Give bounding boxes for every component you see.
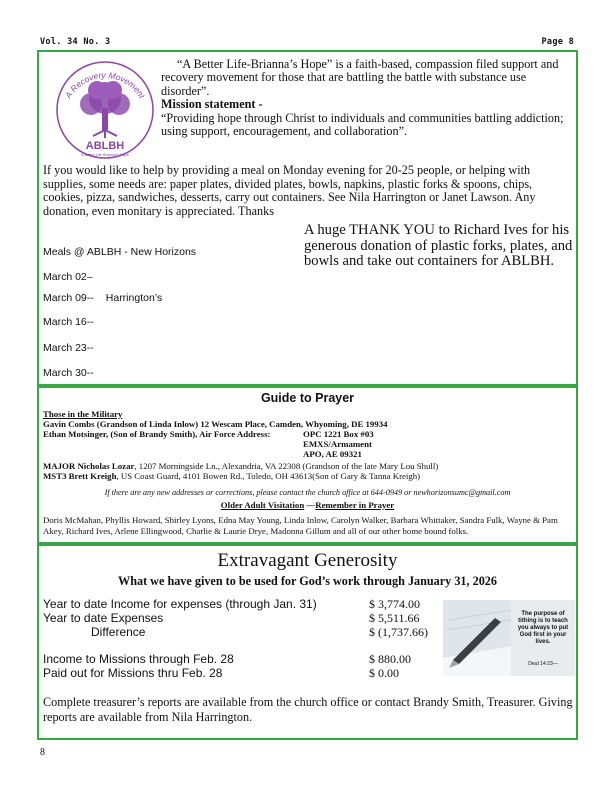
military-name: MAJOR Nicholas Lozar bbox=[43, 461, 135, 471]
page-label: Page 8 bbox=[541, 37, 574, 47]
prayer-note: If there are any new addresses or corrections, please contact the church office at 644-0949 or newhorizonsumc@gmail.com bbox=[104, 488, 511, 497]
page-number: 8 bbox=[40, 747, 45, 758]
military-name: MST3 Brett Kreigh bbox=[43, 471, 117, 481]
meal-date: March 16-- bbox=[43, 316, 94, 328]
meal-host: Harrington’s bbox=[105, 292, 163, 304]
prayer-section bbox=[37, 386, 578, 544]
visitation-heading bbox=[39, 500, 576, 510]
tithe-text: The purpose of tithing is to teach you always to put God first in your lives. bbox=[517, 611, 569, 645]
help-paragraph: If you would like to help by providing a meal on Monday evening for 20-25 people, or helping with supplies, some needs are: paper plates, divided plates, bowls, napkins, plastic forks & spoons, chips, cookies, pizza, sandwiches, desserts, carry out containers. See Nila Harrington or Janet Lawson. Any donation, even monitary is appreciated. Thanks bbox=[43, 163, 536, 218]
help-text bbox=[43, 164, 575, 218]
logo-tagline: A Better Life Brianna's Hope bbox=[81, 153, 129, 157]
visitation-label: Older Adult Visitation bbox=[220, 500, 305, 510]
ablbh-logo bbox=[53, 58, 157, 162]
prayer-names: Doris McMahan, Phyllis Howard, Shirley Lyons, Edna May Young, Linda Inlow, Carolyn Walker, Barbara Whittaker, Sandra Fulk, Wayne & Pam Akey, Richard Ives, Arlene Ellingwood, Charlie & Laurie Drye, Madonna Gillum and all of our other home bound folks. bbox=[43, 515, 558, 536]
meal-row bbox=[43, 367, 94, 379]
intro-text bbox=[161, 58, 571, 138]
meal-date: March 30-- bbox=[43, 367, 94, 379]
generosity-footer: Complete treasurer’s reports are available from the church office or contact Brandy Smith, Treasurer. Giving reports are available from Nila Harrington. bbox=[43, 695, 573, 724]
finance-label: Income to Missions through Feb. 28 bbox=[43, 652, 234, 666]
meal-row bbox=[43, 292, 162, 304]
finance-label: Year to date Expenses bbox=[43, 611, 164, 625]
finance-amount: $ 0.00 bbox=[369, 666, 399, 680]
tithe-image bbox=[443, 600, 575, 676]
generosity-section bbox=[37, 544, 578, 740]
pen-icon bbox=[443, 600, 511, 676]
intro-paragraph: “A Better Life-Brianna’s Hope” is a faith-based, compassion filed support and recovery movement for those that are battling the battle with substance use disorder”. bbox=[161, 57, 559, 98]
military-line: Ethan Motsinger, (Son of Brandy Smith), Air Force Address: bbox=[43, 429, 271, 439]
meals-title: Meals @ ABLBH - New Horizons bbox=[43, 246, 197, 258]
logo-arc-text: A Recovery Movement bbox=[62, 69, 148, 100]
thanks-note: A huge THANK YOU to Richard Ives for his generous donation of plastic forks, plates, and bowls and take out containers for ABLBH. bbox=[304, 222, 573, 270]
tithe-reference: Deut 14:23— bbox=[528, 661, 558, 667]
volume-label: Vol. 34 No. 3 bbox=[40, 37, 111, 47]
military-line bbox=[43, 461, 438, 471]
mission-label: Mission statement - bbox=[161, 97, 263, 112]
finance-label: Difference bbox=[91, 625, 146, 639]
military-line bbox=[43, 471, 420, 481]
prayer-title: Guide to Prayer bbox=[260, 391, 355, 405]
apo-line: APO, AE 09321 bbox=[303, 449, 362, 459]
military-address: , 1207 Morningside Ln., Alexandria, VA 22308 (Grandson of the late Mary Lou Shull) bbox=[134, 461, 439, 471]
meal-date: March 09-- bbox=[43, 292, 94, 304]
finance-amount: $ 880.00 bbox=[369, 652, 411, 666]
apo-line: OPC 1221 Box #03 bbox=[303, 429, 374, 439]
visitation-separator: — bbox=[304, 500, 316, 510]
meal-date: March 02– bbox=[43, 271, 93, 283]
generosity-subtitle: What we have given to be used for God’s work through January 31, 2026 bbox=[118, 574, 497, 588]
finance-amount: $ 5,511.66 bbox=[369, 611, 420, 625]
military-address: , US Coast Guard, 4101 Bowen Rd., Toledo, OH 43613(Son of Gary & Tanna Kreigh) bbox=[116, 471, 421, 481]
meal-row bbox=[43, 342, 94, 354]
apo-line: EMXS/Armament bbox=[303, 439, 372, 449]
logo-letters: ABLBH bbox=[85, 140, 125, 152]
generosity-title: Extravagant Generosity bbox=[217, 550, 398, 571]
finance-amount: $ (1,737.66) bbox=[369, 625, 428, 639]
military-line: Gavin Combs (Grandson of Linda Inlow) 12 Wescam Place, Camden, Whyoming, DE 19934 bbox=[43, 419, 388, 429]
military-heading: Those in the Military bbox=[43, 409, 123, 419]
finance-label: Year to date Income for expenses (through Jan. 31) bbox=[43, 597, 317, 611]
meal-date: March 23-- bbox=[43, 342, 94, 354]
finance-amount: $ 3,774.00 bbox=[369, 597, 420, 611]
meal-row bbox=[43, 271, 93, 283]
remember-label: Remember in Prayer bbox=[315, 500, 395, 510]
finance-label: Paid out for Missions thru Feb. 28 bbox=[43, 666, 223, 680]
recovery-section bbox=[37, 50, 578, 386]
mission-text: “Providing hope through Christ to individuals and communities battling addiction; using support, encouragement, and collaboration”. bbox=[161, 110, 564, 139]
meal-row bbox=[43, 316, 94, 328]
